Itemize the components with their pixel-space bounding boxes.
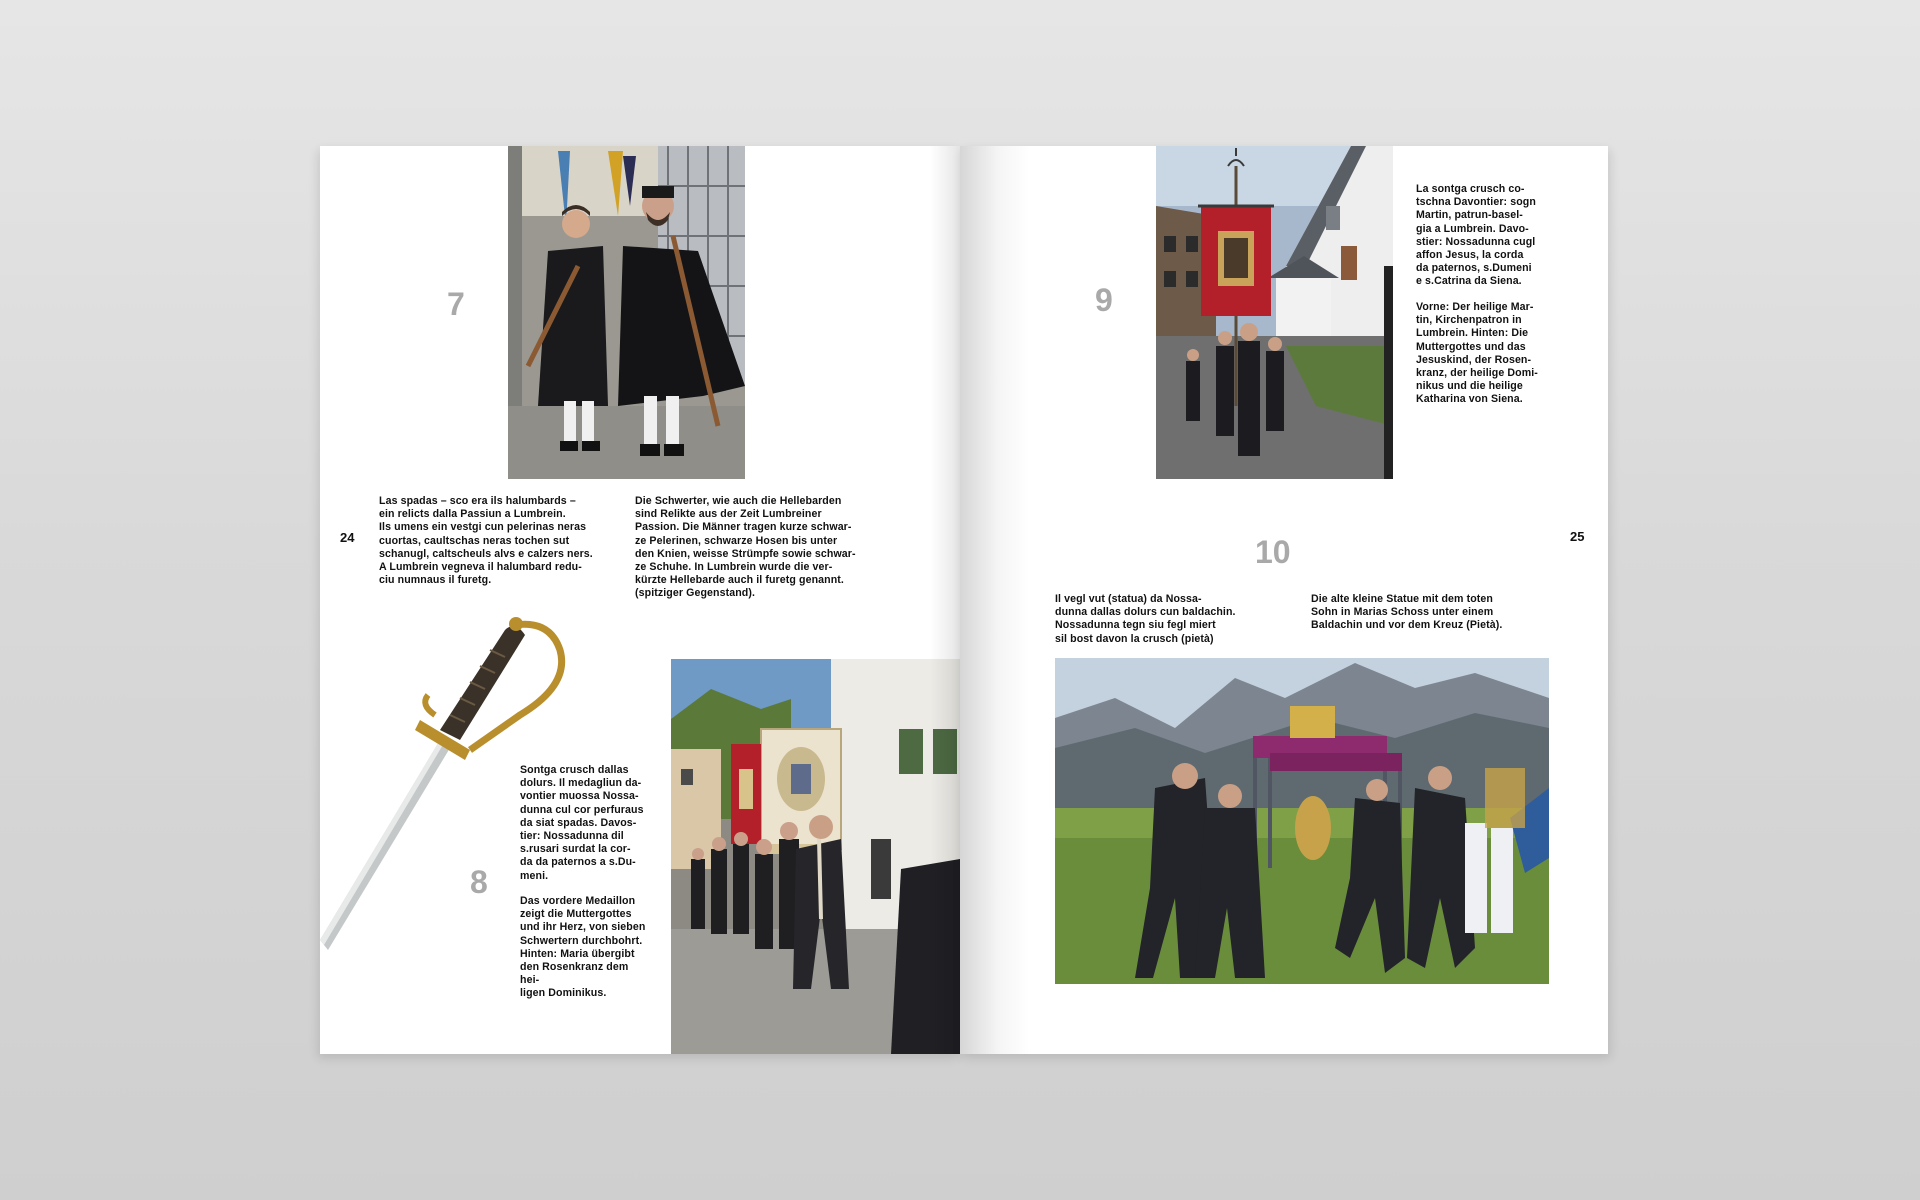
caption-9-german: Vorne: Der heilige Mar- tin, Kirchenpatron in Lumbrein. Hinten: Die Muttergottes und das Jesuskind, der Rosen- kranz, der heilige Domi- nikus und die heilige Katharina von Siena. [1416, 301, 1538, 406]
caption-7-romansh: Las spadas – sco era ils halumbards – ein relicts dalla Passiun a Lumbrein. Ils umens ein vestgi cun pelerinas neras cuortas, caultschas neras tochen sut schanugl, caltscheuls alvs e calzers ners. A Lumbrein vegneva il halumbard redu- ciu numnaus il furetg. [379, 495, 593, 587]
item-number-7: 7 [447, 286, 465, 322]
gutter-shadow-left [930, 146, 960, 1054]
gutter-shadow-right [960, 146, 1030, 1054]
caption-8-german: Das vordere Medaillon zeigt die Muttergottes und ihr Herz, von sieben Schwertern durchbohrt. Hinten: Maria übergibt den Rosenkranz dem hei- ligen Dominikus. [520, 895, 646, 1000]
item-number-8: 8 [470, 864, 488, 900]
caption-8-romansh: Sontga crusch dallas dolurs. Il medagliun da- vontier muossa Nossa- dunna cul cor perfuraus da siat spadas. Davos- tier: Nossadunna dil s.rusari surdat la cor- da da paternos a s.Du- meni. [520, 764, 644, 882]
caption-10-romansh: Il vegl vut (statua) da Nossa- dunna dallas dolurs cun baldachin. Nossadunna tegn siu fegl miert sil bost davon la crusch (pietà) [1055, 593, 1236, 645]
item-number-9: 9 [1095, 282, 1113, 318]
page-number-right: 25 [1570, 529, 1585, 544]
page-number-left: 24 [340, 530, 355, 545]
right-page [960, 146, 1608, 1054]
photo-procession-banners [671, 659, 960, 1054]
left-page [320, 146, 960, 1054]
caption-9-romansh: La sontga crusch co- tschna Davontier: sogn Martin, patrun-basel- gia a Lumbrein. Davo- stier: Nossadunna cugl affon Jesus, la corda da paternos, s.Dumeni e s.Catrina da Siena. [1416, 183, 1536, 288]
photo-baldachin-procession [1055, 658, 1549, 984]
photo-church-red-banner [1156, 146, 1393, 479]
item-number-10: 10 [1255, 534, 1291, 570]
caption-7-german: Die Schwerter, wie auch die Hellebarden sind Relikte aus der Zeit Lumbreiner Passion. Die Männer tragen kurze schwar- ze Pelerinen, schwarze Hosen bis unter den Knien, weisse Strümpfe sowie schwar- ze Schuhe. In Lumbrein wurde die ver- kürzte Hellebarde auch il furetg genannt. (spitziger Gegenstand). [635, 495, 856, 600]
caption-10-german: Die alte kleine Statue mit dem toten Sohn in Marias Schoss unter einem Baldachin und vor dem Kreuz (Pietà). [1311, 593, 1503, 632]
photo-men-with-swords [508, 146, 745, 479]
